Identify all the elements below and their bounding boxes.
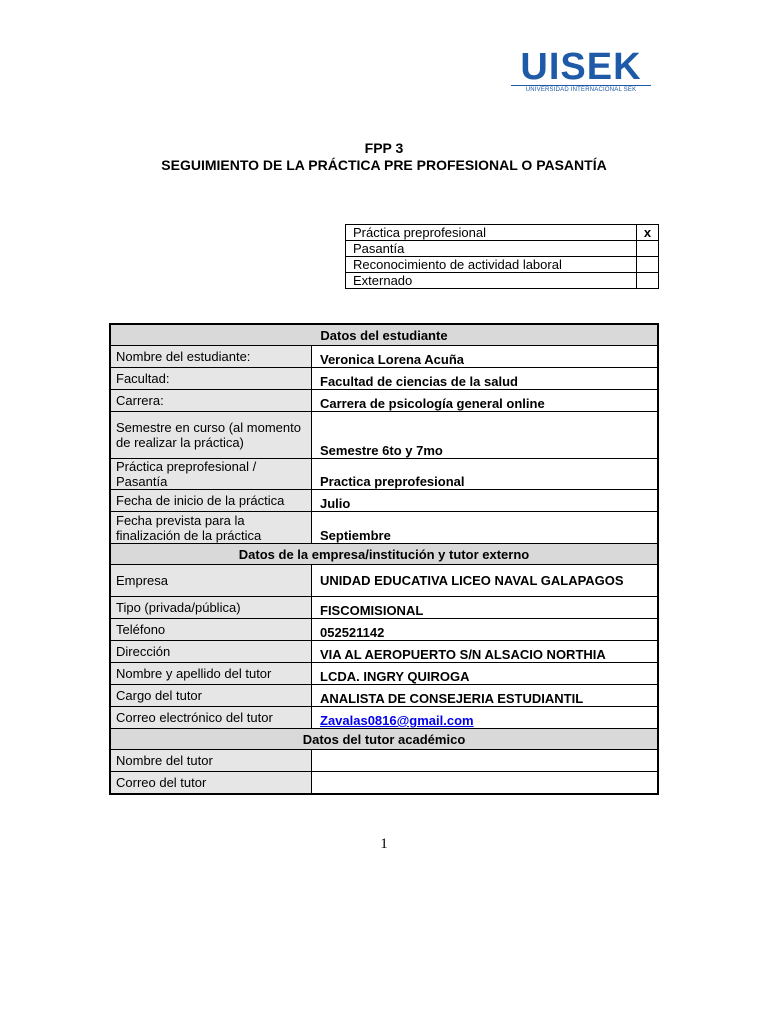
field-label: Correo electrónico del tutor	[110, 707, 312, 729]
field-label: Facultad:	[110, 368, 312, 390]
field-label: Fecha prevista para la finalización de la práctica	[110, 512, 312, 544]
table-row	[110, 685, 658, 707]
field-value[interactable]: UNIDAD EDUCATIVA LICEO NAVAL GALAPAGOS	[312, 565, 659, 597]
section-header-academic	[110, 729, 658, 750]
table-row	[110, 490, 658, 512]
field-value[interactable]: Septiembre	[312, 512, 659, 544]
section-title: Datos del estudiante	[110, 324, 658, 346]
practice-type-row	[346, 225, 659, 241]
practice-type-row	[346, 273, 659, 289]
field-value[interactable]: Veronica Lorena Acuña	[312, 346, 659, 368]
page-number: 1	[380, 836, 388, 852]
table-row	[110, 772, 658, 794]
field-value[interactable]: VIA AL AEROPUERTO S/N ALSACIO NORTHIA	[312, 641, 659, 663]
table-row	[110, 565, 658, 597]
section-header-company	[110, 544, 658, 565]
section-title: Datos del tutor académico	[110, 729, 658, 750]
practice-type-row	[346, 257, 659, 273]
table-row	[110, 368, 658, 390]
practice-type-label: Externado	[346, 273, 637, 289]
field-label: Correo del tutor	[110, 772, 312, 794]
practice-type-mark[interactable]: x	[637, 225, 659, 241]
field-value[interactable]: ANALISTA DE CONSEJERIA ESTUDIANTIL	[312, 685, 659, 707]
table-row	[110, 641, 658, 663]
table-row	[110, 663, 658, 685]
table-row	[110, 346, 658, 368]
practice-type-mark[interactable]	[637, 241, 659, 257]
field-value[interactable]: Facultad de ciencias de la salud	[312, 368, 659, 390]
practice-type-row	[346, 241, 659, 257]
field-label: Empresa	[110, 565, 312, 597]
field-label: Dirección	[110, 641, 312, 663]
field-label: Tipo (privada/pública)	[110, 597, 312, 619]
field-label: Cargo del tutor	[110, 685, 312, 707]
field-label: Carrera:	[110, 390, 312, 412]
field-label: Nombre del tutor	[110, 750, 312, 772]
field-value[interactable]: FISCOMISIONAL	[312, 597, 659, 619]
logo-wordmark: UISEK	[520, 46, 642, 88]
table-row	[110, 597, 658, 619]
field-value[interactable]: Semestre 6to y 7mo	[312, 412, 659, 459]
field-value[interactable]: LCDA. INGRY QUIROGA	[312, 663, 659, 685]
field-label: Fecha de inicio de la práctica	[110, 490, 312, 512]
table-row	[110, 390, 658, 412]
field-value[interactable]: Carrera de psicología general online	[312, 390, 659, 412]
table-row	[110, 512, 658, 544]
practice-type-table	[345, 224, 659, 289]
practice-type-mark[interactable]	[637, 273, 659, 289]
field-value[interactable]: Practica preprofesional	[312, 459, 659, 490]
table-row	[110, 619, 658, 641]
practice-type-label: Reconocimiento de actividad laboral	[346, 257, 637, 273]
practice-type-label: Pasantía	[346, 241, 637, 257]
table-row	[110, 707, 658, 729]
field-value[interactable]	[312, 772, 659, 794]
field-value[interactable]: 052521142	[312, 619, 659, 641]
table-row	[110, 459, 658, 490]
field-label: Práctica preprofesional / Pasantía	[110, 459, 312, 490]
field-label: Semestre en curso (al momento de realizar la práctica)	[110, 412, 312, 459]
field-label: Nombre del estudiante:	[110, 346, 312, 368]
field-value	[312, 707, 659, 729]
table-row	[110, 750, 658, 772]
field-label: Teléfono	[110, 619, 312, 641]
field-label: Nombre y apellido del tutor	[110, 663, 312, 685]
practice-type-mark[interactable]	[637, 257, 659, 273]
practice-type-label: Práctica preprofesional	[346, 225, 637, 241]
logo-subtitle: UNIVERSIDAD INTERNACIONAL SEK	[511, 85, 651, 93]
tutor-email-link[interactable]: Zavalas0816@gmail.com	[320, 713, 474, 728]
section-header-student	[110, 324, 658, 346]
uisek-logo	[511, 46, 651, 96]
field-value[interactable]: Julio	[312, 490, 659, 512]
section-title: Datos de la empresa/institución y tutor externo	[110, 544, 658, 565]
document-code: FPP 3	[364, 140, 404, 156]
document-title: SEGUIMIENTO DE LA PRÁCTICA PRE PROFESIONAL O PASANTÍA	[161, 157, 607, 173]
field-value[interactable]	[312, 750, 659, 772]
student-data-table	[109, 323, 659, 795]
table-row	[110, 412, 658, 459]
